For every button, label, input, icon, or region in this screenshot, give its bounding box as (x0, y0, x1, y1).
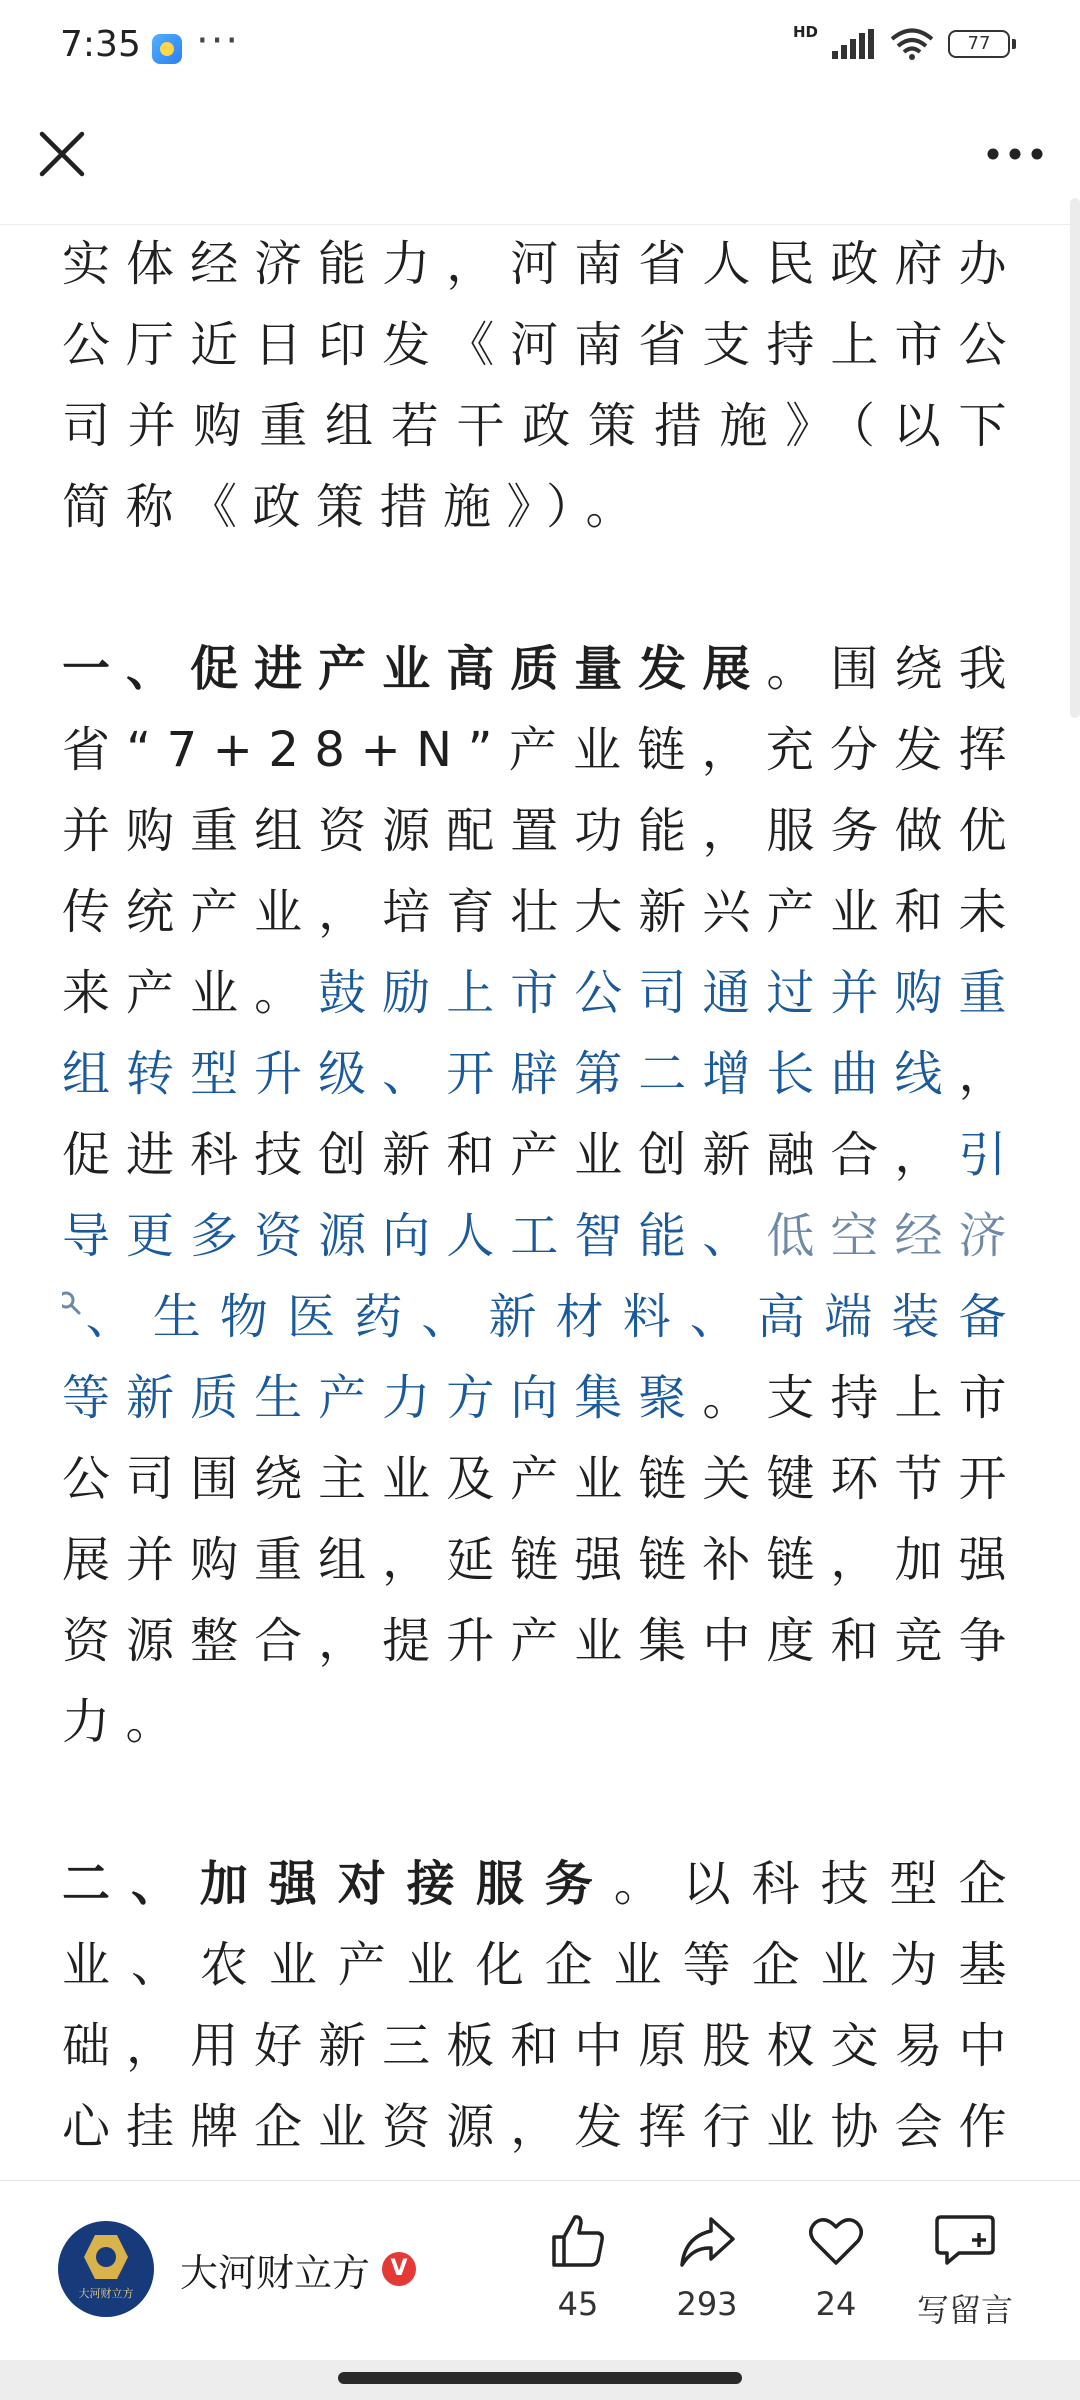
section-heading-2: 二、加强对接服务 (62, 1856, 614, 1912)
keyword-search-link[interactable]: 低空经济 (766, 1208, 1022, 1264)
highlight-link-resources[interactable]: 引导更多资源向人工智能、 (62, 1127, 1022, 1264)
comment-button[interactable] (910, 2211, 1020, 2331)
highlight-link-transformation[interactable]: 鼓励上市公司通过并购重组转型升级、开辟第二增长曲线 (62, 965, 1022, 1102)
text: 。以科技型企业、农业产业化企业等企业为基础，用好新三板和中原股权交易中心挂牌企业资源，发挥行业协会作 (62, 1856, 1022, 2155)
favorite-count: 24 (815, 2285, 857, 2323)
paragraph-section-1 (62, 629, 1022, 1763)
heart-icon (806, 2211, 866, 2271)
status-indicators (792, 23, 1010, 60)
paragraph-intro: 实体经济能力，河南省人民政府办公厅近日印发《河南省支持上市公司并购重组若干政策措施》（以下简称《政策措施》）。 (62, 236, 1022, 535)
like-count: 45 (557, 2285, 599, 2323)
avatar[interactable] (58, 2221, 154, 2317)
logo-icon (84, 2235, 128, 2279)
scrollbar[interactable] (1070, 198, 1080, 718)
more-options-button[interactable] (980, 122, 1050, 186)
close-icon (30, 122, 94, 186)
share-button[interactable] (652, 2211, 762, 2323)
app-notification-icon (152, 34, 182, 64)
system-navigation-bar (0, 2360, 1080, 2400)
status-more-icon: ··· (196, 18, 241, 64)
like-button[interactable] (523, 2211, 633, 2323)
battery-icon: 77 (948, 30, 1010, 58)
wifi-icon (890, 28, 934, 60)
article-body (62, 224, 1022, 2180)
thumbs-up-icon (548, 2211, 608, 2271)
share-icon (677, 2211, 737, 2271)
account-info[interactable] (58, 2221, 416, 2317)
avatar-label: 大河财立方 (78, 2287, 134, 2300)
text: 。支持上市公司围绕主业及产业链关键环节开展并购重组，延链强链补链，加强资源整合，提升产业集中度和竞争力。 (62, 1370, 1022, 1750)
bottom-action-bar (0, 2180, 1080, 2361)
nav-bar (0, 96, 1080, 225)
home-indicator[interactable] (338, 2372, 742, 2384)
text: 。围绕我省“7+28+N”产业链，充分发挥并购重组资源配置功能，服务做优传统产业，培育壮大新兴产业和未来产业。 (62, 641, 1022, 1021)
paragraph-section-2 (62, 1844, 1022, 2180)
comment-icon (933, 2211, 997, 2271)
comment-label: 写留言 (916, 2291, 1013, 2329)
hd-badge: HD (792, 23, 818, 41)
more-icon (980, 122, 1050, 186)
favorite-button[interactable] (781, 2211, 891, 2323)
close-button[interactable] (30, 122, 94, 186)
status-time: 7:35 (60, 24, 141, 65)
status-bar (0, 0, 1080, 96)
account-name[interactable]: 大河财立方 (180, 2250, 371, 2295)
highlight-link-industries[interactable]: 、生物医药、新材料、高端装备等新质生产力方向集聚 (62, 1289, 1022, 1426)
section-heading-1: 一、促进产业高质量发展 (62, 641, 767, 697)
verified-badge: V (382, 2252, 416, 2286)
text: ，促进科技创新和产业创新融合， (62, 1046, 1022, 1183)
signal-icon (832, 29, 876, 59)
search-icon[interactable] (62, 1290, 82, 1316)
share-count: 293 (676, 2285, 738, 2323)
